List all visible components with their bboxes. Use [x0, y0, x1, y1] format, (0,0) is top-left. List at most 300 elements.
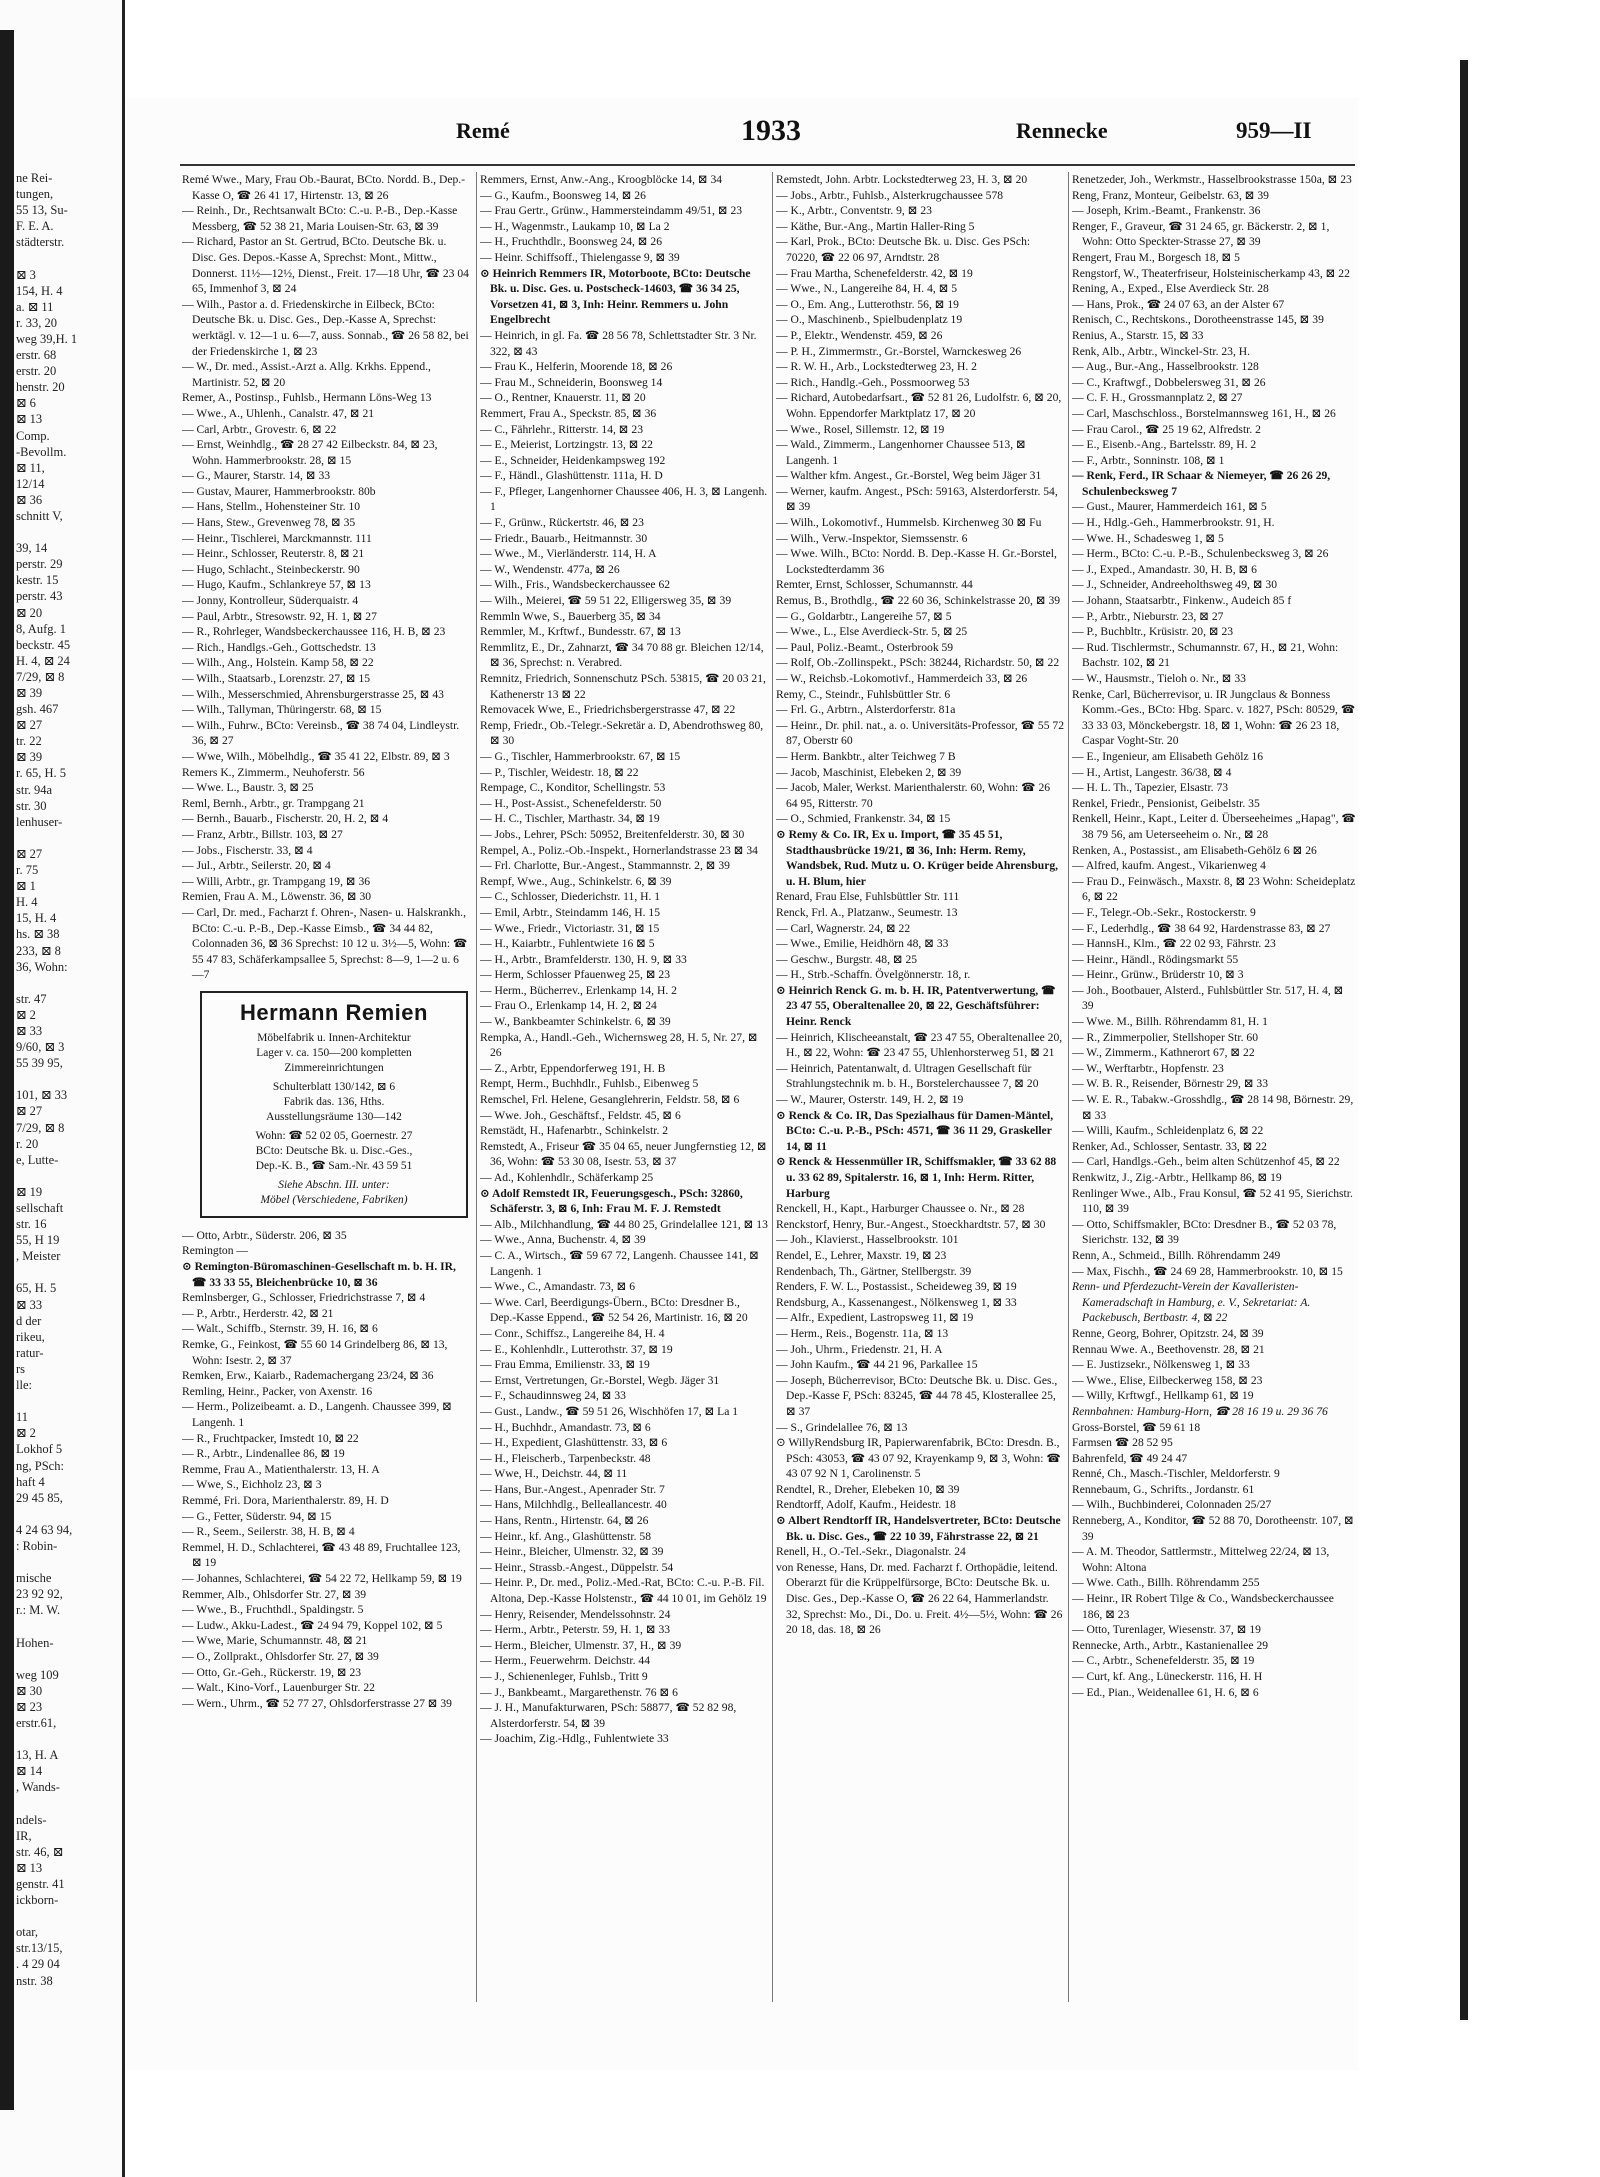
- directory-entry: — Curt, kf. Ang., Lüneckerstr. 116, H. H: [1072, 1670, 1263, 1683]
- directory-entry: — W., Bankbeamter Schinkelstr. 6, ⊠ 39: [480, 1015, 671, 1029]
- directory-entry: — Wwe, Wilh., Möbelhdlg., ☎ 35 41 22, Elbstr. 89, ⊠ 3: [182, 749, 450, 763]
- directory-entry: — Ed., Pian., Weidenallee 61, H. 6, ⊠ 6: [1072, 1685, 1259, 1699]
- directory-entry: — R. W. H., Arb., Lockstedterweg 23, H. 2: [776, 360, 977, 374]
- directory-entry: Rempf, Wwe., Aug., Schinkelstr. 6, ⊠ 39: [480, 874, 672, 888]
- column-divider: [772, 172, 773, 2002]
- directory-entry: — Wwe. Cath., Billh. Röhrendamm 255: [1072, 1576, 1260, 1590]
- directory-entry: — Wilh., Tallyman, Thüringerstr. 68, ⊠ 15: [182, 703, 382, 717]
- firm-entry: ⊙ Adolf Remstedt IR, Feuerungsgesch., PSch: 32860, Schäferstr. 3, ⊠ 6, Inh: Frau M. F. J. Remstedt: [480, 1186, 743, 1216]
- directory-entry: — Wwe. Joh., Geschäftsf., Feldstr. 45, ⊠ 6: [480, 1108, 681, 1122]
- directory-entry: — Herm, Schlosser Pfauenweg 25, ⊠ 23: [480, 968, 671, 982]
- directory-entry: — Heinr., kf. Ang., Glashüttenstr. 58: [480, 1529, 651, 1543]
- directory-entry: Rendel, E., Lehrer, Maxstr. 19, ⊠ 23: [776, 1248, 947, 1262]
- directory-entry: — Wwe. Wilh., BCto: Nordd. B. Dep.-Kasse H. Gr.-Borstel, Lockstedterdamm 36: [776, 547, 1057, 576]
- directory-entry: — Heinr., Grünw., Brüderstr 10, ⊠ 3: [1072, 968, 1244, 982]
- directory-entry: — Jacob, Maschinist, Elebeken 2, ⊠ 39: [776, 765, 962, 779]
- directory-entry: — Rich., Handlgs.-Geh., Gottschedstr. 13: [182, 640, 376, 654]
- directory-column-2: [480, 172, 768, 2012]
- directory-entry: Remstädt, H., Hafenarbtr., Schinkelstr. 2: [480, 1124, 669, 1138]
- directory-entry: Renell, H., O.-Tel.-Sekr., Diagonalstr. 24: [776, 1545, 966, 1559]
- directory-entry: — C., Kraftwgf., Dobbelersweg 31, ⊠ 26: [1072, 375, 1266, 389]
- directory-entry: Remus, B., Brothdlg., ☎ 22 60 36, Schinkelstrasse 20, ⊠ 39: [776, 594, 1061, 608]
- directory-entry: Remp, Friedr., Ob.-Telegr.-Sekretär a. D, Abendrothsweg 80, ⊠ 30: [480, 718, 764, 748]
- directory-entry: — Hugo, Kaufm., Schlankreye 57, ⊠ 13: [182, 578, 371, 592]
- directory-entry: — Wwe. H., Schadesweg 1, ⊠ 5: [1072, 531, 1224, 545]
- advertisement-line: Schulterblatt 130/142, ⊠ 6: [272, 1080, 396, 1093]
- directory-entry: — R., Seem., Seilerstr. 38, H. B, ⊠ 4: [182, 1525, 355, 1539]
- directory-entry: — Walt., Kino-Vorf., Lauenburger Str. 22: [182, 1681, 375, 1695]
- directory-entry: — O., Zollprakt., Ohlsdorfer Str. 27, ⊠ 39: [182, 1649, 379, 1663]
- directory-entry: Rennecke, Arth., Arbtr., Kastanienallee 29: [1072, 1638, 1269, 1652]
- directory-entry: — H., Arbtr., Bramfelderstr. 130, H. 9, ⊠ 33: [480, 952, 687, 966]
- directory-entry: — Wwe., B., Fruchthdl., Spaldingstr. 5: [182, 1603, 364, 1617]
- directory-entry: Renkel, Friedr., Pensionist, Geibelstr. 35: [1072, 796, 1260, 810]
- directory-entry: — Bernh., Bauarb., Fischerstr. 20, H. 2, ⊠ 4: [182, 812, 389, 826]
- directory-entry: — Richard, Autobedarfsart., ☎ 52 81 26, Ludolfstr. 6, ⊠ 20, Wohn. Eppendorfer Marktplatz 17, ⊠ 20: [776, 391, 1062, 420]
- directory-column-1: [182, 172, 470, 2012]
- directory-entry: — W. B. R., Reisender, Börnestr 29, ⊠ 33: [1072, 1077, 1269, 1091]
- directory-entry: — Wilh., Fris., Wandsbeckerchaussee 62: [480, 578, 671, 592]
- directory-entry: — C. F. H., Grossmannplatz 2, ⊠ 27: [1072, 391, 1243, 405]
- directory-entry: — Wilh., Fuhrw., BCto: Vereinsb., ☎ 38 74 04, Lindleystr. 36, ⊠ 27: [182, 718, 460, 748]
- directory-entry: — F., Arbtr., Sonninstr. 108, ⊠ 1: [1072, 453, 1225, 467]
- directory-entry: — Paul, Poliz.-Beamt., Osterbrook 59: [776, 640, 954, 654]
- directory-entry: — P., Tischler, Weidestr. 18, ⊠ 22: [480, 765, 639, 779]
- directory-entry: — Heinr., Schlosser, Reuterstr. 8, ⊠ 21: [182, 547, 365, 561]
- directory-entry: Remé Wwe., Mary, Frau Ob.-Baurat, BCto. Nordd. B., Dep.-Kasse O, ☎ 26 41 17, Hirtenstr. 13, ⊠ 26: [182, 173, 466, 202]
- directory-entry: — H., Post-Assist., Schenefelderstr. 50: [480, 796, 662, 810]
- directory-entry: — Carl, Maschschloss., Borstelmannsweg 161, H., ⊠ 26: [1072, 406, 1336, 420]
- advertisement-line: Möbelfabrik u. Innen-Architektur: [257, 1031, 411, 1044]
- directory-entry: — F., Telegr.-Ob.-Sekr., Rostockerstr. 9: [1072, 905, 1256, 919]
- directory-entry: — Wwe., Rosel, Sillemstr. 12, ⊠ 19: [776, 422, 945, 436]
- directory-entry: — Frau O., Erlenkamp 14, H. 2, ⊠ 24: [480, 999, 657, 1013]
- directory-entry: — W., Werftarbtr., Hopfenstr. 23: [1072, 1061, 1224, 1075]
- directory-entry: — Heinr., Händl., Rödingsmarkt 55: [1072, 952, 1239, 966]
- directory-entry: — G., Goldarbtr., Langereihe 57, ⊠ 5: [776, 609, 952, 623]
- directory-entry: — H., Fruchthdlr., Boonsweg 24, ⊠ 26: [480, 235, 663, 249]
- previous-page-fragments: ne Rei- tungen, 55 13, Su- F. E. A. städterstr. ⊠ 3 154, H. 4 a. ⊠ 11 r. 33, 20 weg 39,H. 1 erstr. 68 erstr. 20 henstr. 20 ⊠ 6 ⊠ 13 Comp. -Bevollm. ⊠ 11, 12/14 ⊠ 36 schnitt V, 39, 14 perstr. 29 kestr. 15 perstr. 43 ⊠ 20 8, Aufg. 1 beckstr. 45 H. 4, ⊠ 24 7/29, ⊠ 8 ⊠ 39 gsh. 467 ⊠ 27 tr. 22 ⊠ 39 r. 65, H. 5 str. 94a str. 30 lenhuser- ⊠ 27 r. 75 ⊠ 1 H. 4 15, H. 4 hs. ⊠ 38 233, ⊠ 8 36, Wohn: str. 47 ⊠ 2 ⊠ 33 9/60, ⊠ 3 55 39 95, 101, ⊠ 33 ⊠ 27 7/29, ⊠ 8 r. 20 e, Lutte- ⊠ 19 sellschaft str. 16 55, H 19 , Meister 65, H. 5 ⊠ 33 d der rikeu, ratur- rs lle: 11 ⊠ 2 Lokhof 5 ng, PSch: haft 4 29 45 85, 4 24 63 94, : Robin- mische 23 92 92, r.: M. W. Hohen- weg 109 ⊠ 30 ⊠ 23 erstr.61, 13, H. A ⊠ 14 , Wands- ndels- IR, str. 46, ⊠ ⊠ 13 genstr. 41 ickborn- otar, str.13/15, . 4 29 04 nstr. 38: [16, 171, 78, 1988]
- directory-entry: Renard, Frau Else, Fuhlsbüttler Str. 111: [776, 890, 960, 904]
- header-year: 1933: [741, 114, 801, 147]
- directory-entry: Renné, Ch., Masch.-Tischler, Meldorferstr. 9: [1072, 1467, 1280, 1481]
- directory-entry: — Wilh., Pastor a. d. Friedenskirche in Eilbeck, BCto: Deutsche Bk. u. Disc. Ges., Dep.-Kasse A, Sprechst: werktägl. v. 12—1 u. 6—7, auss. Sonnab., ☎ 26 58 82, bei der Friedenskirche 1, ⊠ 23: [182, 297, 469, 358]
- directory-entry: — P., Arbtr., Nieburstr. 23, ⊠ 27: [1072, 609, 1224, 623]
- directory-entry: — O., Schmied, Frankenstr. 34, ⊠ 15: [776, 812, 951, 826]
- directory-entry: — Alfred, kaufm. Angest., Vikarienweg 4: [1072, 859, 1266, 873]
- directory-entry: — Ernst, Weinhdlg., ☎ 28 27 42 Eilbeckstr. 84, ⊠ 23, Wohn. Hammerbrookstr. 28, ⊠ 15: [182, 438, 438, 467]
- directory-entry: Rendenbach, Th., Gärtner, Stellbergstr. 39: [776, 1264, 972, 1278]
- directory-entry: Remken, Erw., Kaiarb., Rademachergang 23/24, ⊠ 36: [182, 1369, 434, 1383]
- directory-entry: Remmé, Fri. Dora, Marienthalerstr. 89, H. D: [182, 1493, 389, 1507]
- directory-entry: — H. C., Tischler, Marthastr. 34, ⊠ 19: [480, 812, 660, 826]
- advertisement-line: Lager v. ca. 150—200 kompletten: [256, 1046, 412, 1059]
- page-edge-shadow: [1460, 60, 1468, 2020]
- advertisement-line: Wohn: ☎ 52 02 05, Goernestr. 27: [255, 1129, 413, 1142]
- directory-entry: Renius, A., Starstr. 15, ⊠ 33: [1072, 328, 1204, 342]
- directory-entry: — Jobs., Arbtr., Fuhlsb., Alsterkrugchaussee 578: [776, 188, 1004, 202]
- directory-entry: — H., Buchhdr., Amandastr. 73, ⊠ 6: [480, 1420, 651, 1434]
- directory-entry: Remington —: [182, 1244, 249, 1258]
- directory-entry: — Johannes, Schlachterei, ☎ 54 22 72, Hellkamp 59, ⊠ 19: [182, 1571, 462, 1585]
- advertisement-line: Ausstellungsräume 130—142: [266, 1110, 402, 1123]
- firm-entry: ⊙ Renck & Co. IR, Das Spezialhaus für Damen-Mäntel, BCto: C.-u. P.-B., PSch: 4571, ☎ 36 11 29, Graskeller 14, ⊠ 11: [776, 1108, 1054, 1153]
- directory-entry: — Wwe, H., Deichstr. 44, ⊠ 11: [480, 1467, 628, 1481]
- advertisement-line: Fabrik das. 136, Hths.: [283, 1095, 385, 1108]
- directory-entry: Rempt, Herm., Buchhdlr., Fuhlsb., Eibenweg 5: [480, 1077, 699, 1091]
- directory-entry: — E., Schneider, Heidenkampsweg 192: [480, 453, 666, 467]
- directory-entry: — G., Maurer, Starstr. 14, ⊠ 33: [182, 469, 331, 483]
- directory-entry: — Joh., Bootbauer, Alsterd., Fuhlsbüttler Str. 517, H. 4, ⊠ 39: [1072, 983, 1344, 1013]
- directory-entry: Remke, G., Feinkost, ☎ 55 60 14 Grindelberg 86, ⊠ 13, Wohn: Isestr. 2, ⊠ 37: [182, 1338, 448, 1367]
- directory-entry: — P., Elektr., Wendenstr. 459, ⊠ 26: [776, 328, 943, 342]
- directory-entry: Remy, C., Steindr., Fuhlsbüttler Str. 6: [776, 687, 951, 701]
- directory-entry: Renne, Georg, Bohrer, Opitzstr. 24, ⊠ 39: [1072, 1326, 1264, 1340]
- directory-entry: — G., Tischler, Hammerbrookstr. 67, ⊠ 15: [480, 749, 681, 763]
- directory-entry: — W., Reichsb.-Lokomotivf., Hammerdeich 33, ⊠ 26: [776, 672, 1028, 685]
- directory-entry: Renger, F., Graveur, ☎ 31 24 65, gr. Bäckerstr. 2, ⊠ 1, Wohn: Otto Speckter-Strasse 27, ⊠ 39: [1072, 219, 1330, 249]
- directory-entry: — C., Arbtr., Schenefelderstr. 35, ⊠ 19: [1072, 1654, 1255, 1668]
- directory-entry: — Paul, Arbtr., Stresowstr. 92, H. 1, ⊠ 27: [182, 609, 377, 623]
- directory-entry: Rengert, Frau M., Borgesch 18, ⊠ 5: [1072, 250, 1240, 264]
- directory-entry: — F., Grünw., Rückertstr. 46, ⊠ 23: [480, 516, 644, 530]
- directory-entry: — Herm., Feuerwehrm. Deichstr. 44: [480, 1654, 650, 1668]
- directory-entry: — Reinh., Dr., Rechtsanwalt BCto: C.-u. P.-B., Dep.-Kasse Messberg, ☎ 52 38 21, Maria Louisen-Str. 63, ⊠ 39: [182, 204, 458, 233]
- directory-entry: — Otto, Schiffsmakler, BCto: Dresdner B., ☎ 52 03 78, Sierichstr. 132, ⊠ 39: [1072, 1217, 1337, 1247]
- directory-entry: — Herm. Bankbtr., alter Teichweg 7 B: [776, 749, 956, 763]
- directory-entry: Remlnsberger, G., Schlosser, Friedrichstrasse 7, ⊠ 4: [182, 1291, 426, 1305]
- directory-entry: — Carl, Arbtr., Grovestr. 6, ⊠ 22: [182, 422, 337, 436]
- directory-entry: Rempel, A., Poliz.-Ob.-Inspekt., Hornerlandstrasse 23 ⊠ 34: [480, 843, 758, 857]
- directory-entry: — F., Schaudinnsweg 24, ⊠ 33: [480, 1389, 626, 1403]
- directory-entry: — Wwe., Elise, Eilbeckerweg 158, ⊠ 23: [1072, 1373, 1263, 1387]
- directory-entry: — Wern., Uhrm., ☎ 52 77 27, Ohlsdorferstrasse 27 ⊠ 39: [182, 1696, 452, 1710]
- directory-entry: — H., Artist, Langestr. 36/38, ⊠ 4: [1072, 765, 1232, 779]
- directory-entry: — J. H., Manufakturwaren, PSch: 58877, ☎ 52 82 98, Alsterdorferstr. 54, ⊠ 39: [480, 1701, 737, 1730]
- directory-entry: — Frau Carol., ☎ 25 19 62, Alfredstr. 2: [1072, 422, 1261, 436]
- directory-entry: — Heinr., Strassb.-Angest., Düppelstr. 54: [480, 1560, 674, 1574]
- directory-entry: — Herm., Arbtr., Peterstr. 59, H. 1, ⊠ 33: [480, 1623, 671, 1637]
- directory-entry: — Heinr., Bleicher, Ulmenstr. 32, ⊠ 39: [480, 1545, 664, 1559]
- directory-column-3: [776, 172, 1064, 2012]
- header-first-entry: Remé: [456, 118, 510, 143]
- firm-entry: ⊙ Albert Rendtorff IR, Handelsvertreter, BCto: Deutsche Bk. u. Disc. Ges., ☎ 22 10 39, Fährstrasse 22, ⊠ 21: [776, 1514, 1061, 1543]
- directory-entry: — Willi, Kaufm., Schleidenplatz 6, ⊠ 22: [1072, 1124, 1264, 1138]
- directory-entry: Rempka, A., Handl.-Geh., Wichernsweg 28, H. 5, Nr. 27, ⊠ 26: [480, 1030, 758, 1060]
- directory-entry: Renken, A., Postassist., am Elisabeth-Gehölz 6 ⊠ 26: [1072, 843, 1317, 857]
- directory-entry: — Rich., Handlg.-Geh., Possmoorweg 53: [776, 375, 970, 389]
- page-header: [126, 114, 1358, 152]
- directory-entry: — Wwe., A., Uhlenh., Canalstr. 47, ⊠ 21: [182, 406, 375, 420]
- directory-entry: Remmert, Frau A., Speckstr. 85, ⊠ 36: [480, 406, 657, 420]
- directory-entry: — Wwe, S., Eichholz 23, ⊠ 3: [182, 1478, 322, 1492]
- directory-entry: Renn- und Pferdezucht-Verein der Kavalleristen-Kameradschaft in Hamburg, e. V., Sekretariat: A. Packebusch, Bertbastr. 4, ⊠ 22: [1072, 1280, 1311, 1325]
- directory-entry: — O., Maschinenb., Spielbudenplatz 19: [776, 313, 963, 327]
- directory-entry: — H., Strb.-Schaffn. Övelgönnerstr. 18, r.: [776, 968, 971, 982]
- directory-entry: — Carl, Wagnerstr. 24, ⊠ 22: [776, 921, 911, 935]
- directory-entry: — Otto, Turenlager, Wiesenstr. 37, ⊠ 19: [1072, 1623, 1261, 1637]
- directory-entry: — Gust., Landw., ☎ 59 51 26, Wischhöfen 17, ⊠ La 1: [480, 1404, 739, 1418]
- directory-entry: — Hans, Stellm., Hohensteiner Str. 10: [182, 500, 361, 514]
- directory-entry: — C. A., Wirtsch., ☎ 59 67 72, Langenh. Chaussee 141, ⊠ Langenh. 1: [480, 1248, 759, 1278]
- directory-entry: — Walt., Schiffb., Sternstr. 39, H. 16, ⊠ 6: [182, 1322, 378, 1336]
- directory-entry: — Wwe., N., Langereihe 84, H. 4, ⊠ 5: [776, 282, 958, 296]
- directory-entry: Rendsburg, A., Kassenangest., Nölkensweg 1, ⊠ 33: [776, 1295, 1017, 1309]
- advertisement-title: Hermann Remien: [240, 999, 428, 1025]
- directory-entry: — E. Justizsekr., Nölkensweg 1, ⊠ 33: [1072, 1358, 1250, 1372]
- directory-entry: Rengstorf, W., Theaterfriseur, Holsteinischerkamp 43, ⊠ 22: [1072, 266, 1350, 280]
- directory-entry: — Wwe., M., Vierländerstr. 114, H. A: [480, 547, 657, 561]
- directory-entry: — O., Em. Ang., Lutterothstr. 56, ⊠ 19: [776, 297, 959, 311]
- directory-entry: — J., Bankbeamt., Margarethenstr. 76 ⊠ 6: [480, 1685, 678, 1699]
- directory-entry: — Heinr., Tischlerei, Marckmannstr. 111: [182, 531, 372, 545]
- directory-entry: Remmers, Ernst, Anw.-Ang., Kroogblöcke 14, ⊠ 34: [480, 173, 723, 186]
- directory-entry: — A. M. Theodor, Sattlermstr., Mittelweg 22/24, ⊠ 13, Wohn: Altona: [1072, 1545, 1330, 1574]
- header-rule: [180, 164, 1355, 166]
- directory-entry: — H., Hdlg.-Geh., Hammerbrookstr. 91, H.: [1072, 516, 1275, 530]
- directory-entry: — Heinr. Schiffsoff., Thielengasse 9, ⊠ 39: [480, 250, 680, 264]
- directory-entry: Remmlitz, E., Dr., Zahnarzt, ☎ 34 70 88 gr. Bleichen 12/14, ⊠ 36, Sprechst: n. Verabred.: [480, 640, 764, 670]
- advertisement-line: BCto: Deutsche Bk. u. Disc.-Ges.,: [255, 1144, 413, 1157]
- firm-entry: — Renk, Ferd., IR Schaar & Niemeyer, ☎ 26 26 29, Schulenbecksweg 7: [1072, 469, 1331, 498]
- directory-entry: — Johann, Staatsarbtr., Finkenw., Audeich 85 f: [1072, 594, 1292, 608]
- directory-entry: — W., Dr. med., Assist.-Arzt a. Allg. Krkhs. Eppend., Martinistr. 52, ⊠ 20: [182, 360, 431, 389]
- directory-entry: — H., Expedient, Glashüttenstr. 33, ⊠ 6: [480, 1436, 668, 1450]
- directory-entry: Removacek Wwe, E., Friedrichsbergerstrasse 47, ⊠ 22: [480, 703, 736, 717]
- directory-entry: — E., Ingenieur, am Elisabeth Gehölz 16: [1072, 749, 1264, 763]
- directory-entry: — Joh., Klavierst., Hasselbrookstr. 101: [776, 1233, 959, 1247]
- directory-entry: — Geschw., Burgstr. 48, ⊠ 25: [776, 952, 918, 966]
- directory-entry: — Heinr. P., Dr. med., Poliz.-Med.-Rat, BCto: C.-u. P.-B. Fil. Altona, Dep.-Kasse Holstenstr., ☎ 44 10 01, im Gehölz 19: [480, 1576, 767, 1606]
- directory-entry: — Wwe, Marie, Schumannstr. 48, ⊠ 21: [182, 1634, 368, 1648]
- directory-entry: — Käthe, Bur.-Ang., Martin Haller-Ring 5: [776, 219, 975, 233]
- directory-entry: Bahrenfeld, ☎ 49 24 47: [1072, 1451, 1188, 1465]
- directory-entry: — R., Zimmerpolier, Stellshoper Str. 60: [1072, 1030, 1258, 1044]
- directory-entry: Remstedt, A., Friseur ☎ 35 04 65, neuer Jungfernstieg 12, ⊠ 36, Wohn: ☎ 53 30 08, Isestr. 53, ⊠ 37: [480, 1139, 767, 1169]
- directory-entry: Remer, A., Postinsp., Fuhlsb., Hermann Löns-Weg 13: [182, 391, 432, 405]
- directory-entry: — Karl, Prok., BCto: Deutsche Bk. u. Disc. Ges PSch: 70220, ☎ 22 06 97, Arndtstr. 28: [776, 235, 1031, 264]
- directory-entry: — F., Händl., Glashüttenstr. 111a, H. D: [480, 469, 663, 483]
- directory-entry: — Joseph, Bücherrevisor, BCto: Deutsche Bk. u. Disc. Ges., Dep.-Kasse F, PSch: 83245, ☎ 44 78 45, Klosterallee 25, ⊠ 37: [776, 1373, 1058, 1418]
- directory-entry: — Walther kfm. Angest., Gr.-Borstel, Weg beim Jäger 31: [776, 469, 1042, 483]
- directory-entry: — Wilh., Staatsarb., Lorenzstr. 27, ⊠ 15: [182, 672, 371, 685]
- directory-entry: Remmler, M., Krftwf., Bundesstr. 67, ⊠ 13: [480, 625, 681, 639]
- directory-entry: — Frau D., Feinwäsch., Maxstr. 8, ⊠ 23 Wohn: Scheideplatz 6, ⊠ 22: [1072, 874, 1356, 904]
- binding-gutter: [0, 30, 14, 2110]
- directory-entry: Remter, Ernst, Schlosser, Schumannstr. 44: [776, 578, 973, 592]
- directory-entry: — Gustav, Maurer, Hammerbrookstr. 80b: [182, 484, 376, 498]
- firm-entry: ⊙ Heinrich Renck G. m. b. H. IR, Patentverwertung, ☎ 23 47 55, Oberaltenallee 20, ⊠ 22, Geschäftsführer: Heinr. Renck: [776, 983, 1056, 1029]
- directory-entry: — Rud. Tischlermstr., Schumannstr. 67, H., ⊠ 21, Wohn: Bachstr. 102, ⊠ 21: [1072, 640, 1339, 670]
- directory-entry: Farmsen ☎ 28 52 95: [1072, 1436, 1173, 1450]
- directory-entry: — W., Zimmerm., Kathnerort 67, ⊠ 22: [1072, 1046, 1255, 1060]
- directory-entry: — H., Fleischerb., Tarpenbeckstr. 48: [480, 1451, 651, 1465]
- directory-entry: Remschel, Frl. Helene, Gesanglehrerin, Feldstr. 58, ⊠ 6: [480, 1093, 740, 1107]
- directory-entry: Renke, Carl, Bücherrevisor, u. IR Jungclaus & Bonness Komm.-Ges., BCto: Hbg. Sparc. v. 1827, PSch: 80529, ☎ 33 33 03, Mönckebergstr. 18, ⊠ 1, Wohn: ☎ 26 23 18, Caspar Voght-Str. 20: [1072, 687, 1356, 748]
- directory-entry: — Joseph, Krim.-Beamt., Frankenstr. 36: [1072, 204, 1261, 218]
- directory-entry: — P. H., Zimmermstr., Gr.-Borstel, Warnckesweg 26: [776, 344, 1022, 358]
- directory-entry: — Herm., Reis., Bogenstr. 11a, ⊠ 13: [776, 1326, 949, 1340]
- directory-entry: Renlinger Wwe., Alb., Frau Konsul, ☎ 52 41 95, Sierichstr. 110, ⊠ 39: [1072, 1186, 1353, 1216]
- directory-entry: — Frau Emma, Emilienstr. 33, ⊠ 19: [480, 1358, 650, 1372]
- directory-entry: Renkell, Heinr., Kapt., Leiter d. Überseeheimes „Hapag", ☎ 38 79 56, am Ueterseeheim o. Nr., ⊠ 28: [1072, 812, 1356, 841]
- directory-entry: — Jonny, Kontrolleur, Süderquaistr. 4: [182, 594, 359, 608]
- directory-entry: — Z., Arbtr, Eppendorferweg 191, H. B: [480, 1061, 666, 1075]
- directory-entry: Reml, Bernh., Arbtr., gr. Trampgang 21: [182, 796, 365, 810]
- directory-entry: — H., Wagenmstr., Laukamp 10, ⊠ La 2: [480, 219, 670, 233]
- directory-entry: — E., Kohlenhdlr., Lutterothstr. 37, ⊠ 19: [480, 1342, 673, 1356]
- directory-entry: — C., Fährlehr., Ritterstr. 14, ⊠ 23: [480, 422, 644, 436]
- directory-entry: — Wwe., C., Amandastr. 73, ⊠ 6: [480, 1280, 636, 1294]
- directory-entry: — Wald., Zimmerm., Langenhorner Chaussee 513, ⊠ Langenh. 1: [776, 438, 1026, 467]
- directory-entry: — P., Buchbltr., Krüsistr. 20, ⊠ 23: [1072, 625, 1234, 639]
- directory-entry: — Frau K., Helferin, Moorende 18, ⊠ 26: [480, 360, 673, 374]
- directory-entry: — R., Rohrleger, Wandsbeckerchaussee 116, H. B, ⊠ 23: [182, 625, 446, 639]
- directory-entry: — Aug., Bur.-Ang., Hasselbrookstr. 128: [1072, 360, 1259, 374]
- directory-entry: — Hans, Bur.-Angest., Apenrader Str. 7: [480, 1482, 665, 1496]
- directory-entry: Renisch, C., Rechtskons., Dorotheenstrasse 145, ⊠ 39: [1072, 313, 1324, 327]
- directory-entry: — Ernst, Vertretungen, Gr.-Borstel, Wegb. Jäger 31: [480, 1373, 720, 1387]
- directory-entry: ⊙ WillyRendsburg IR, Papierwarenfabrik, BCto: Dresdn. B., PSch: 43053, ☎ 43 07 92, Krayenkamp 9, ⊠ 3, Wohn: ☎ 43 07 92 N 1, Carolinenstr. 5: [776, 1436, 1061, 1481]
- directory-entry: Remnitz, Friedrich, Sonnenschutz PSch. 53815, ☎ 20 03 21, Kathenerstr 13 ⊠ 22: [480, 672, 766, 701]
- directory-entry: — Herm., BCto: C.-u. P.-B., Schulenbecksweg 3, ⊠ 26: [1072, 547, 1329, 561]
- directory-entry: — Henry, Reisender, Mendelssohnstr. 24: [480, 1607, 671, 1621]
- advertisement-line: Möbel (Verschiedene, Fabriken): [260, 1193, 408, 1206]
- previous-page-edge: [0, 0, 125, 2177]
- directory-entry: — Joh., Uhrm., Friedenstr. 21, H. A: [776, 1342, 943, 1356]
- directory-entry: — Wwe. L., Baustr. 3, ⊠ 25: [182, 781, 314, 795]
- directory-entry: — J., Exped., Amandastr. 30, H. B, ⊠ 6: [1072, 562, 1257, 576]
- directory-entry: — Carl, Handlgs.-Geh., beim alten Schützenhof 45, ⊠ 22: [1072, 1155, 1340, 1169]
- directory-entry: — Werner, kaufm. Angest., PSch: 59163, Alsterdorferstr. 54, ⊠ 39: [776, 484, 1058, 514]
- directory-entry: — F., Pfleger, Langenhorner Chaussee 406, H. 3, ⊠ Langenh. 1: [480, 484, 768, 514]
- directory-entry: — H. L. Th., Tapezier, Elsastr. 73: [1072, 781, 1229, 795]
- directory-entry: — Wilh., Messerschmied, Ahrensburgerstrasse 25, ⊠ 43: [182, 687, 444, 701]
- directory-entry: — Jobs., Fischerstr. 33, ⊠ 4: [182, 843, 313, 857]
- directory-entry: — Frau Martha, Schenefelderstr. 42, ⊠ 19: [776, 266, 973, 280]
- firm-entry: ⊙ Renck & Hessenmüller IR, Schiffsmakler, ☎ 33 62 88 u. 33 62 89, Spitalerstr. 16, ⊠ 1, Inh: Herm. Ritter, Harburg: [776, 1155, 1057, 1200]
- directory-entry: — Carl, Dr. med., Facharzt f. Ohren-, Nasen- u. Halskrankh., BCto: C.-u. P.-B., Dep.-Kasse Eimsb., ☎ 34 44 82, Colonnaden 36, ⊠ 36 Sprechst: 10 12 u. 3½—5, Wohn: ☎ 55 47 83, Schäferkampsallee 5, Sprechst: 8—9, 1—2 u. 6—7: [182, 905, 468, 982]
- advertisement-line: Dep.-K. B., ☎ Sam.-Nr. 43 59 51: [255, 1159, 413, 1172]
- directory-entry: Rennau Wwe. A., Beethovenstr. 28, ⊠ 21: [1072, 1342, 1265, 1356]
- directory-entry: Remstedt, John. Arbtr. Lockstedterweg 23, H. 3, ⊠ 20: [776, 173, 1028, 186]
- directory-entry: — Otto, Arbtr., Süderstr. 206, ⊠ 35: [182, 1228, 347, 1242]
- directory-entry: — E., Eisenb.-Ang., Bartelsstr. 89, H. 2: [1072, 438, 1257, 452]
- directory-entry: — Alb., Milchhandlung, ☎ 44 80 25, Grindelallee 121, ⊠ 13: [480, 1217, 768, 1231]
- directory-entry: — Wwe., Anna, Buchenstr. 4, ⊠ 39: [480, 1233, 646, 1247]
- directory-entry: — W., Wendenstr. 477a, ⊠ 26: [480, 562, 620, 576]
- directory-entry: — Herm., Polizeibeamt. a. D., Langenh. Chaussee 399, ⊠ Langenh. 1: [182, 1400, 452, 1429]
- directory-entry: — Frau M., Schneiderin, Boonsweg 14: [480, 375, 663, 389]
- directory-entry: Rendtel, R., Dreher, Elebeken 10, ⊠ 39: [776, 1482, 960, 1496]
- directory-entry: — Jacob, Maler, Werkst. Marienthalerstr. 60, Wohn: ☎ 26 64 95, Ritterstr. 70: [776, 781, 1051, 810]
- firm-entry: ⊙ Remy & Co. IR, Ex u. Import, ☎ 35 45 51, Stadthausbrücke 19/21, ⊠ 36, Inh: Herm. Remy, Wandsbek, Rud. Mutz u. O. Krüger beide Ahrensburg, u. H. Blum, hier: [776, 827, 1059, 888]
- directory-entry: — Frau Gertr., Grünw., Hammersteindamm 49/51, ⊠ 23: [480, 204, 743, 218]
- directory-entry: Renn, A., Schmeid., Billh. Röhrendamm 249: [1072, 1248, 1281, 1262]
- directory-entry: — Hans, Prok., ☎ 24 07 63, an der Alster 67: [1072, 297, 1285, 311]
- directory-entry: — Wwe., L., Else Averdieck-Str. 5, ⊠ 25: [776, 625, 968, 639]
- directory-entry: — K., Arbtr., Conventstr. 9, ⊠ 23: [776, 204, 932, 218]
- directory-entry: — Wwe. M., Billh. Röhrendamm 81, H. 1: [1072, 1015, 1268, 1029]
- directory-entry: — Heinr., Dr. phil. nat., a. o. Universitäts-Professor, ☎ 55 72 87, Oberstr 60: [776, 718, 1064, 748]
- directory-entry: — Franz, Arbtr., Billstr. 103, ⊠ 27: [182, 827, 343, 841]
- advertisement-line: Siehe Abschn. III. unter:: [278, 1178, 390, 1191]
- directory-entry: — Herm., Bleicher, Ulmenstr. 37, H., ⊠ 39: [480, 1638, 682, 1652]
- directory-entry: — H., Kaiarbtr., Fuhlentwiete 16 ⊠ 5: [480, 937, 655, 951]
- directory-entry: — R., Fruchtpacker, Imstedt 10, ⊠ 22: [182, 1431, 359, 1445]
- directory-entry: — Wilh., Buchbinderei, Colonnaden 25/27: [1072, 1498, 1272, 1512]
- directory-entry: Remmln Wwe, S., Bauerberg 35, ⊠ 34: [480, 609, 661, 623]
- directory-entry: — Rolf, Ob.-Zollinspekt., PSch: 38244, Richardstr. 50, ⊠ 22: [776, 656, 1060, 670]
- directory-entry: — O., Rentner, Knauerstr. 11, ⊠ 20: [480, 391, 646, 405]
- firm-entry: ⊙ Heinrich Remmers IR, Motorboote, BCto: Deutsche Bk. u. Disc. Ges. u. Postscheck-14603, ☎ 36 34 25, Vorsetzen 41, ⊠ 3, Inh: Heinr. Remmers u. John Engelbrecht: [480, 266, 751, 327]
- directory-entry: — Friedr., Bauarb., Heitmannstr. 30: [480, 531, 648, 545]
- directory-entry: — G., Fetter, Süderstr. 94, ⊠ 15: [182, 1509, 332, 1523]
- directory-entry: Rennebaum, G., Schrifts., Jordanstr. 61: [1072, 1482, 1255, 1496]
- directory-entry: — John Kaufm., ☎ 44 21 96, Parkallee 15: [776, 1358, 978, 1372]
- directory-entry: — C., Schlosser, Diederichstr. 11, H. 1: [480, 890, 661, 904]
- directory-entry: Remmer, Alb., Ohlsdorfer Str. 27, ⊠ 39: [182, 1587, 367, 1601]
- directory-entry: Remmel, H. D., Schlachterei, ☎ 43 48 89, Fruchtallee 123, ⊠ 19: [182, 1540, 461, 1570]
- directory-entry: — Otto, Gr.-Geh., Rückerstr. 19, ⊠ 23: [182, 1665, 362, 1679]
- directory-entry: Remme, Frau A., Matienthalerstr. 13, H. A: [182, 1462, 380, 1476]
- directory-entry: — Emil, Arbtr., Steindamm 146, H. 15: [480, 905, 661, 919]
- directory-entry: — Ad., Kohlenhdlr., Schäferkamp 25: [480, 1171, 654, 1184]
- directory-entry: — E., Meierist, Lortzingstr. 13, ⊠ 22: [480, 438, 653, 452]
- directory-entry: — Heinrich, in gl. Fa. ☎ 28 56 78, Schlettstadter Str. 3 Nr. 322, ⊠ 43: [480, 328, 757, 358]
- directory-entry: Rempage, C., Konditor, Schellingstr. 53: [480, 781, 666, 795]
- directory-entry: Renckstorf, Henry, Bur.-Angest., Stoeckhardtstr. 57, ⊠ 30: [776, 1217, 1046, 1231]
- directory-entry: — R., Arbtr., Lindenallee 86, ⊠ 19: [182, 1447, 345, 1461]
- directory-entry: Remien, Frau A. M., Löwenstr. 36, ⊠ 30: [182, 890, 372, 904]
- directory-entry: — Conr., Schiffsz., Langereihe 84, H. 4: [480, 1326, 665, 1340]
- directory-entry: — Willy, Krftwgf., Hellkamp 61, ⊠ 19: [1072, 1389, 1254, 1403]
- directory-entry: — P., Arbtr., Herderstr. 42, ⊠ 21: [182, 1306, 334, 1320]
- directory-entry: Renck, Frl. A., Platzanw., Seumestr. 13: [776, 905, 958, 919]
- directory-entry: — Wwe. Carl, Beerdigungs-Übern., BCto: Dresdner B., Dep.-Kasse Eppend., ☎ 52 54 26, Martinistr. 16, ⊠ 20: [480, 1295, 748, 1325]
- directory-entry: — F., Lederhdlg., ☎ 38 64 92, Hardenstrasse 83, ⊠ 27: [1072, 921, 1331, 935]
- directory-entry: — Jul., Arbtr., Seilerstr. 20, ⊠ 4: [182, 859, 331, 873]
- directory-entry: — Joachim, Zig.-Hdlg., Fuhlentwiete 33: [480, 1732, 669, 1746]
- directory-entry: — Gust., Maurer, Hammerdeich 161, ⊠ 5: [1072, 500, 1267, 514]
- directory-entry: — Heinrich, Klischeeanstalt, ☎ 23 47 55, Oberaltenallee 20, H., ⊠ 22, Wohn: ☎ 23 47 55, Uhlenhorsterweg 51, ⊠ 21: [776, 1030, 1063, 1060]
- directory-entry: — Wilh., Ang., Holstein. Kamp 58, ⊠ 22: [182, 656, 374, 670]
- advertisement-line: Zimmereinrichtungen: [284, 1061, 384, 1074]
- directory-entry: — Frl. G., Arbtrn., Alsterdorferstr. 81a: [776, 703, 956, 717]
- directory-entry: Renker, Ad., Schlosser, Sentastr. 33, ⊠ 22: [1072, 1139, 1267, 1153]
- directory-entry: — W., Maurer, Osterstr. 149, H. 2, ⊠ 19: [776, 1093, 964, 1107]
- directory-entry: Renneberg, A., Konditor, ☎ 52 88 70, Dorotheenstr. 107, ⊠ 39: [1072, 1514, 1354, 1543]
- directory-entry: — J., Schneider, Andreeholthsweg 49, ⊠ 30: [1072, 578, 1278, 592]
- directory-entry: — Hans, Rentn., Hirtenstr. 64, ⊠ 26: [480, 1514, 649, 1528]
- directory-entry: — Alfr., Expedient, Lastropsweg 11, ⊠ 19: [776, 1311, 974, 1325]
- directory-entry: — Wwe., Emilie, Heidhörn 48, ⊠ 33: [776, 937, 949, 951]
- directory-entry: — Wilh., Verw.-Inspektor, Siemssenstr. 6: [776, 531, 968, 545]
- directory-entry: — Jobs., Lehrer, PSch: 50952, Breitenfelderstr. 30, ⊠ 30: [480, 827, 745, 841]
- directory-column-4: [1072, 172, 1356, 2012]
- directory-entry: — Ludw., Akku-Ladest., ☎ 24 94 79, Koppel 102, ⊠ 5: [182, 1618, 443, 1632]
- directory-entry: — Wilh., Meierei, ☎ 59 51 22, Elligersweg 35, ⊠ 39: [480, 594, 732, 608]
- directory-entry: Rening, A., Exped., Else Averdieck Str. 28: [1072, 282, 1269, 296]
- directory-entry: Renckell, H., Kapt., Harburger Chaussee o. Nr., ⊠ 28: [776, 1202, 1025, 1216]
- directory-entry: — Max, Fischh., ☎ 24 69 28, Hammerbrookstr. 10, ⊠ 15: [1072, 1264, 1343, 1278]
- column-divider: [1068, 172, 1069, 2002]
- directory-entry: Gross-Borstel, ☎ 59 61 18: [1072, 1420, 1201, 1434]
- directory-entry: Renk, Alb., Arbtr., Winckel-Str. 23, H.: [1072, 344, 1251, 358]
- directory-entry: Rendtorff, Adolf, Kaufm., Heidestr. 18: [776, 1498, 956, 1512]
- advertisement-box: [200, 991, 468, 1218]
- page-number: 959—II: [1236, 118, 1312, 143]
